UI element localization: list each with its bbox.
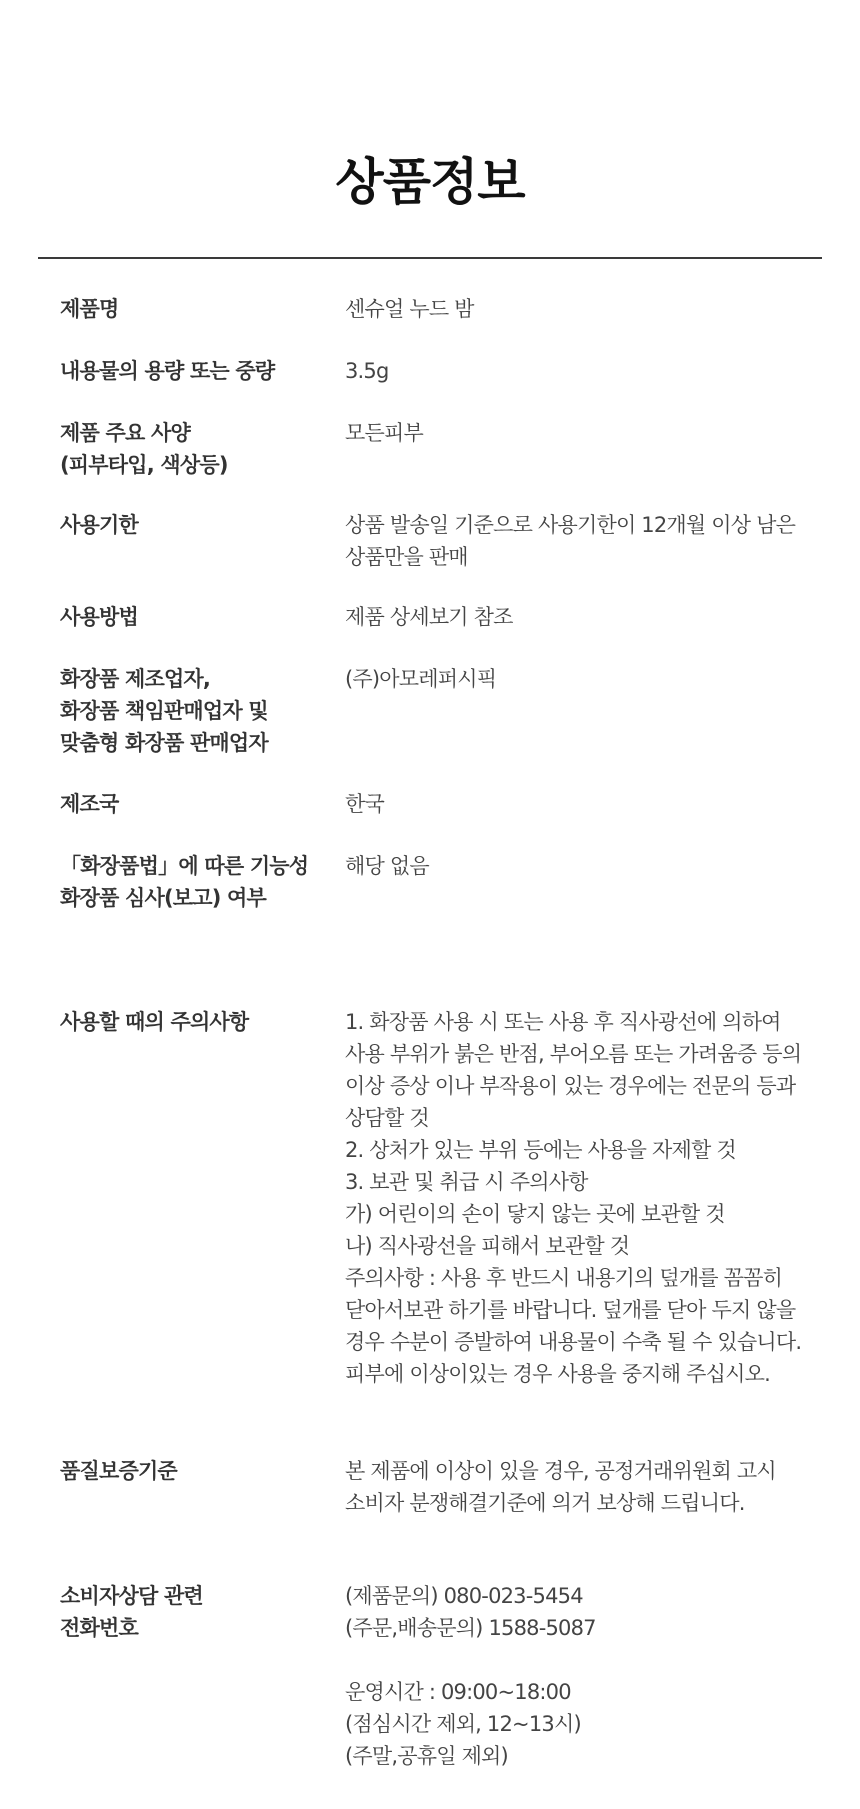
info-value: 센슈얼 누드 밤	[345, 297, 474, 321]
info-value: 1. 화장품 사용 시 또는 사용 후 직사광선에 의하여 사용 부위가 붉은 반점, 부어오름 또는 가려움증 등의 이상 증상 이나 부작용이 있는 경우에는 전문의 등과 상담할 것 2. 상처가 있는 부위 등에는 사용을 자제할 것 3. 보관 및 취급 시 주의사항 가) 어린이의 손이 닿지 않는 곳에 보관할 것 나) 직사광선을 피해서 보관할 것 주의사항 : 사용 후 반드시 내용기의 덮개를 꼼꼼히 닫아서보관 하기를 바랍니다. 덮개를 닫아 두지 않을 경우 수분이 증발하여 내용물이 수축 될 수 있습니다. 피부에 이상이있는 경우 사용을 중지해 주십시오.	[345, 1010, 802, 1386]
info-value: 모든피부	[345, 421, 423, 445]
info-value: 본 제품에 이상이 있을 경우, 공정거래위원회 고시 소비자 분쟁해결기준에 의거 보상해 드립니다.	[345, 1459, 776, 1515]
info-value: 해당 없음	[345, 854, 429, 878]
info-label: 사용할 때의 주의사항	[60, 1010, 249, 1034]
info-label: 내용물의 용량 또는 중량	[60, 359, 275, 383]
info-value: (주)아모레퍼시픽	[345, 667, 497, 691]
info-value: (제품문의) 080-023-5454 (주문,배송문의) 1588-5087 운영시간 : 09:00~18:00 (점심시간 제외, 12~13시) (주말,공휴일 제외)	[345, 1584, 596, 1768]
info-label: 화장품 제조업자, 화장품 책임판매업자 및 맞춤형 화장품 판매업자	[60, 667, 268, 755]
info-value: 상품 발송일 기준으로 사용기한이 12개월 이상 남은 상품만을 판매	[345, 513, 796, 569]
info-label: 사용방법	[60, 605, 138, 629]
info-label: 제품 주요 사양 (피부타입, 색상등)	[60, 421, 228, 477]
info-label: 소비자상담 관련 전화번호	[60, 1584, 203, 1640]
info-label: 제조국	[60, 792, 119, 816]
info-label: 품질보증기준	[60, 1459, 177, 1483]
title-divider	[38, 257, 822, 259]
info-value: 3.5g	[345, 359, 389, 383]
page-title: 상품정보	[335, 153, 525, 211]
info-value: 제품 상세보기 참조	[345, 605, 513, 629]
info-value: 한국	[345, 792, 384, 816]
info-label: 「화장품법」에 따른 기능성 화장품 심사(보고) 여부	[60, 854, 309, 910]
info-label: 제품명	[60, 297, 119, 321]
info-label: 사용기한	[60, 513, 138, 537]
